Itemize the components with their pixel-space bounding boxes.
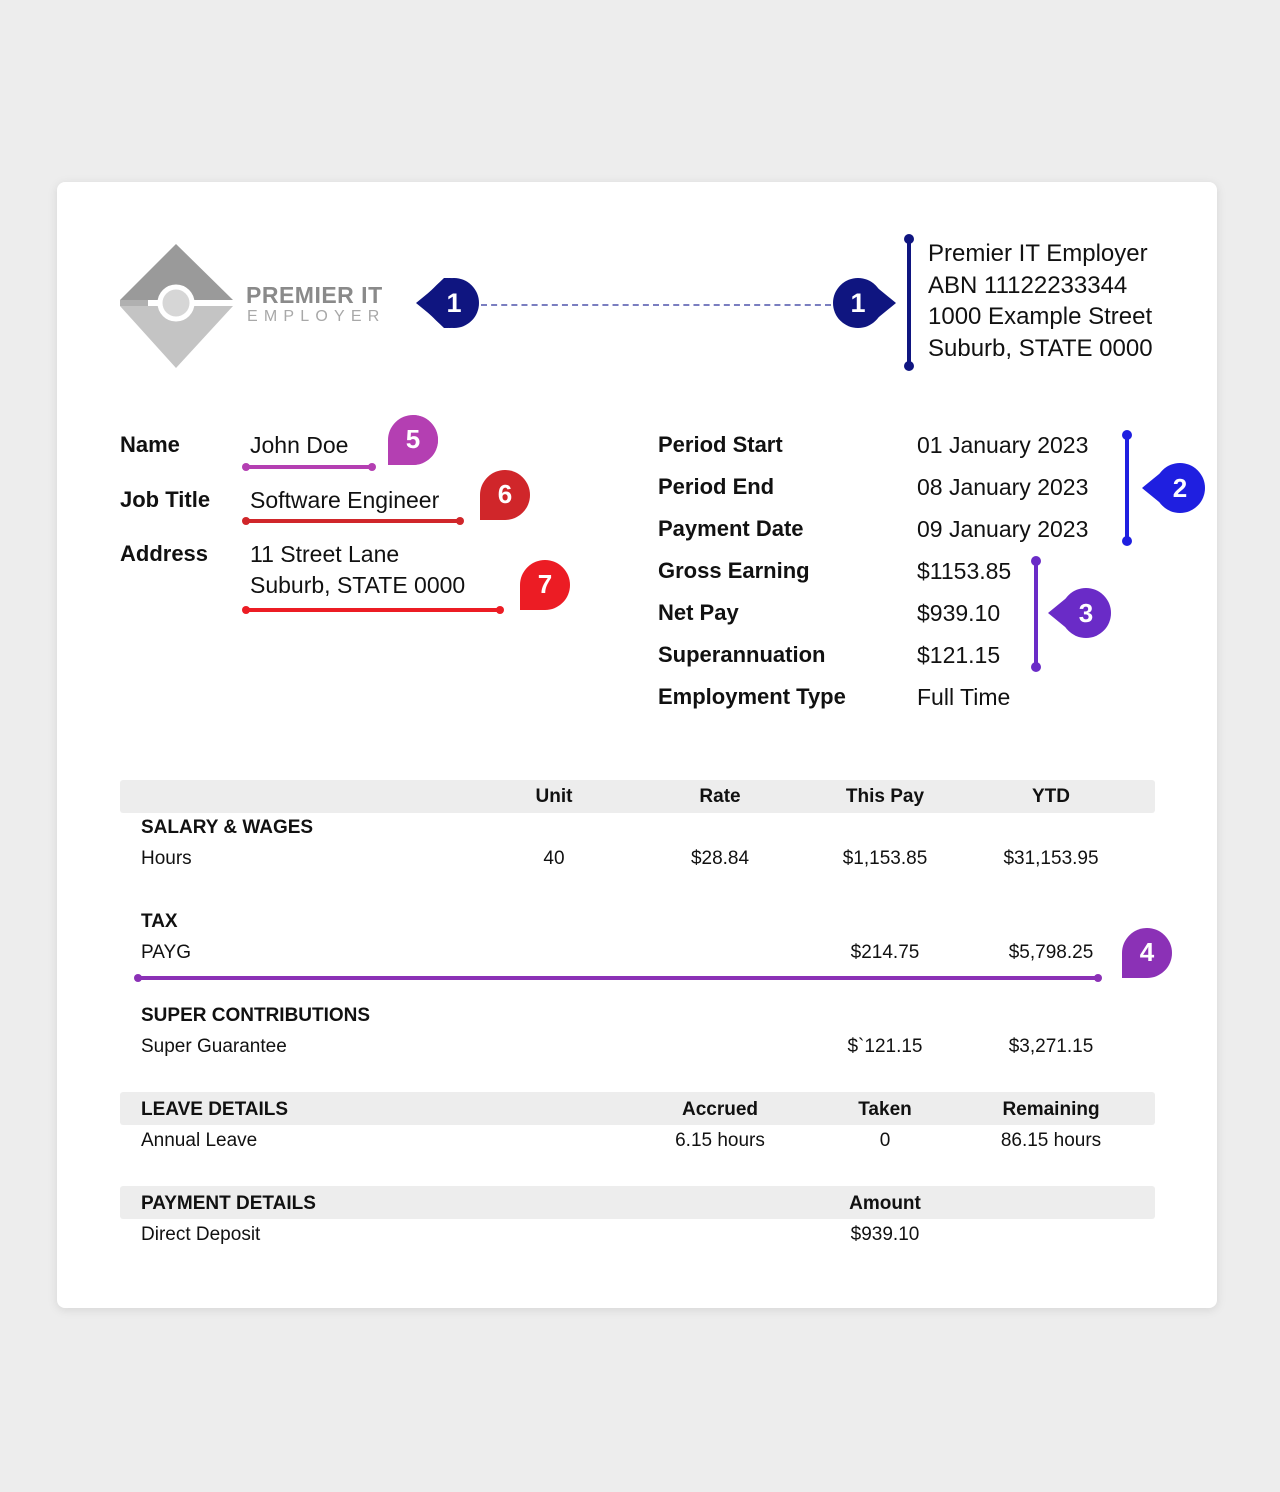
period-bracket	[1125, 434, 1129, 542]
employer-abn: ABN 11122233344	[928, 271, 1128, 299]
marker-6-label: 6	[497, 478, 513, 509]
section-title: SUPER CONTRIBUTIONS	[141, 1005, 371, 1026]
cell-ytd: $5,798.25	[1008, 942, 1094, 963]
job-title-underline	[244, 519, 462, 523]
row-label: PAYG	[141, 942, 191, 963]
summary-value: 08 January 2023	[917, 474, 1089, 500]
summary-label: Superannuation	[658, 642, 826, 667]
cell-ytd: $3,271.15	[1008, 1036, 1094, 1057]
marker-3-label: 3	[1078, 597, 1094, 628]
pay-bracket	[1034, 560, 1038, 668]
bracket-dot	[1122, 430, 1132, 440]
section-title: TAX	[141, 911, 178, 932]
marker-1-right-label: 1	[850, 287, 866, 318]
job-title-label: Job Title	[120, 487, 211, 512]
name-label: Name	[120, 432, 180, 457]
job-title-value: Software Engineer	[250, 487, 440, 513]
employer-bracket	[907, 238, 911, 366]
summary-value: Full Time	[917, 684, 1011, 710]
cell-amount: $939.10	[850, 1224, 920, 1245]
summary-label: Payment Date	[658, 516, 804, 541]
col-header-remaining: Remaining	[1002, 1099, 1100, 1120]
name-underline	[244, 465, 374, 469]
marker-2-label: 2	[1172, 472, 1188, 503]
marker-7-label: 7	[537, 568, 553, 599]
col-header-unit: Unit	[535, 786, 573, 807]
bracket-dot	[1122, 536, 1132, 546]
row-label: Annual Leave	[141, 1130, 258, 1151]
col-header-rate: Rate	[699, 786, 741, 807]
connector-line	[481, 304, 831, 306]
summary-value: $1153.85	[917, 558, 1012, 584]
cell-accrued: 6.15 hours	[675, 1130, 765, 1151]
payment-title: PAYMENT DETAILS	[141, 1193, 316, 1214]
logo-tagline: EMPLOYER	[247, 308, 386, 325]
row-label: Hours	[141, 848, 192, 869]
marker-1-left-label: 1	[446, 287, 462, 318]
employer-name: Premier IT Employer	[928, 240, 1148, 267]
bracket-dot	[1031, 556, 1041, 566]
cell-rate: $28.84	[690, 848, 750, 869]
cell-unit: 40	[543, 848, 565, 869]
col-header-this-pay: This Pay	[845, 786, 925, 807]
summary-value: $939.10	[917, 600, 1001, 626]
cell-this-pay: $1,153.85	[842, 848, 928, 869]
name-value: John Doe	[250, 432, 349, 458]
row-label: Super Guarantee	[141, 1036, 287, 1057]
address-line-1: 11 Street Lane	[250, 541, 400, 567]
col-header-taken: Taken	[858, 1099, 912, 1120]
summary-value: 09 January 2023	[917, 516, 1089, 542]
summary-label: Gross Earning	[658, 558, 810, 583]
logo-wordmark: PREMIER IT	[246, 282, 383, 308]
col-header-amount: Amount	[849, 1193, 921, 1214]
summary-value: $121.15	[917, 642, 1001, 668]
marker-5-label: 5	[405, 423, 421, 454]
bracket-dot	[1031, 662, 1041, 672]
address-underline	[244, 608, 502, 612]
marker-4-label: 4	[1139, 936, 1155, 967]
tax-underline	[136, 976, 1100, 980]
employer-details	[928, 238, 1153, 364]
col-header-ytd: YTD	[1032, 786, 1070, 807]
summary-label: Employment Type	[658, 684, 846, 709]
bracket-dot	[904, 361, 914, 371]
row-label: Direct Deposit	[141, 1224, 261, 1245]
leave-title: LEAVE DETAILS	[141, 1099, 289, 1120]
section-title: SALARY & WAGES	[141, 817, 314, 838]
address-line-2: Suburb, STATE 0000	[250, 572, 466, 598]
address-label: Address	[120, 541, 209, 566]
cell-this-pay: $214.75	[850, 942, 920, 963]
employer-street: 1000 Example Street	[928, 303, 1153, 330]
bracket-dot	[904, 234, 914, 244]
col-header-accrued: Accrued	[681, 1099, 759, 1120]
summary-label: Period End	[658, 474, 775, 499]
employer-suburb: Suburb, STATE 0000	[928, 334, 1153, 362]
summary-label: Net Pay	[658, 600, 739, 625]
logo-mark-icon	[118, 242, 236, 370]
cell-this-pay: $`121.15	[847, 1036, 923, 1057]
cell-ytd: $31,153.95	[1003, 848, 1099, 869]
cell-remaining: 86.15 hours	[1000, 1130, 1102, 1151]
summary-label: Period Start	[658, 432, 783, 457]
cell-taken: 0	[879, 1130, 891, 1151]
summary-value: 01 January 2023	[917, 432, 1089, 458]
